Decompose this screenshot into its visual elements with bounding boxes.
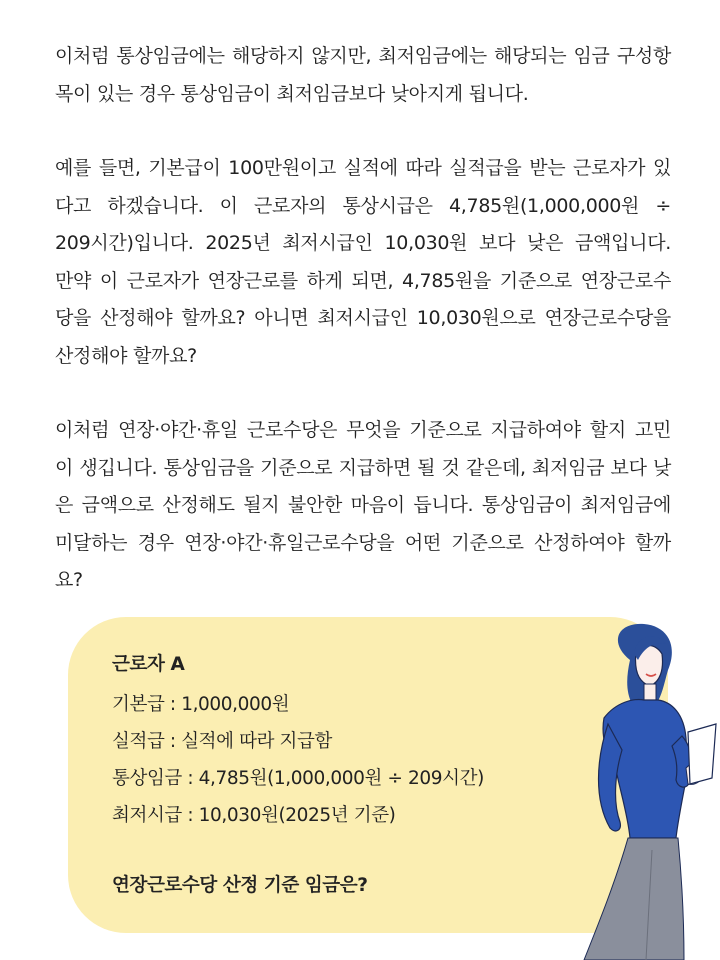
woman-reading-document-illustration [560,620,720,960]
paper [688,724,716,784]
neck [644,684,656,700]
text-line: 만약 이 근로자가 연장근로를 하게 되면, 4,785원을 기준으로 연장근로수 [55,269,671,292]
text-line: 이처럼 통상임금에는 해당하지 않지만, 최저임금에는 해당되는 임금 구성항 [55,45,671,67]
card-title: 근로자 A [112,654,185,675]
paragraph-1 [55,38,671,113]
text-line: 이처럼 연장·야간·휴일 근로수당은 무엇을 기준으로 지급하여야 할지 고민 [55,419,671,441]
card-item-performance-pay: 실적급 : 실적에 따라 지급함 [112,731,332,752]
text-line: 산정해야 할까요? [55,344,197,367]
text-line: 이 생깁니다. 통상임금을 기준으로 지급하면 될 것 같은데, 최저임금 보다 낮 [55,456,671,479]
text-line: 요? [55,569,83,591]
text-line: 목이 있는 경우 통상임금이 최저임금보다 낮아지게 됩니다. [55,82,529,105]
text-line: 당을 산정해야 할까요? 아니면 최저시급인 10,030원으로 연장근로수당을 [55,307,671,329]
text-line: 미달하는 경우 연장·야간·휴일근로수당을 어떤 기준으로 산정하여야 할까 [55,531,671,554]
card-item-minimum-wage: 최저시급 : 10,030원(2025년 기준) [112,805,396,826]
card-item-ordinary-wage: 통상임금 : 4,785원(1,000,000원 ÷ 209시간) [112,768,484,789]
card-item-base-pay: 기본급 : 1,000,000원 [112,694,290,715]
text-line: 예를 들면, 기본급이 100만원이고 실적에 따라 실적급을 받는 근로자가 있 [55,157,671,179]
text-line: 다고 하겠습니다. 이 근로자의 통상시급은 4,785원(1,000,000원 ÷ [55,194,671,217]
text-line: 209시간)입니다. 2025년 최저시급인 10,030원 보다 낮은 금액입니다. [55,232,671,254]
example-card-content [112,650,484,901]
card-question: 연장근로수당 산정 기준 임금은? [112,875,368,896]
pants [584,838,684,960]
article-body [55,38,671,637]
paragraph-2 [55,150,671,375]
text-line: 은 금액으로 산정해도 될지 불안한 마음이 듭니다. 통상임금이 최저임금에 [55,494,671,516]
paragraph-3 [55,412,671,600]
